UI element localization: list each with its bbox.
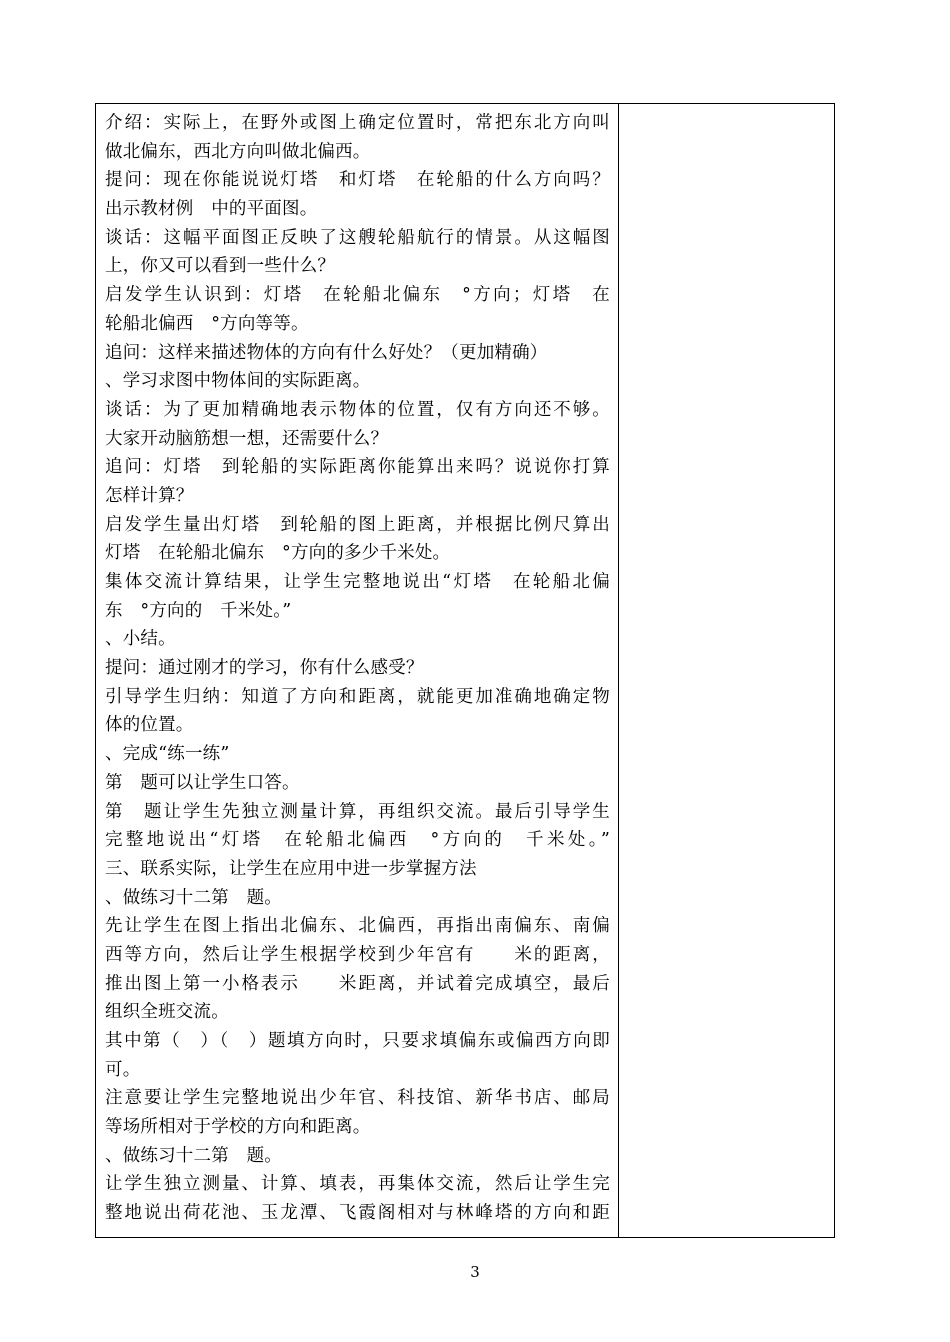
lesson-line: 谈话：为了更加精确地表示物体的位置，仅有方向还不够。 bbox=[105, 399, 610, 420]
lesson-line: 提问：通过刚才的学习，你有什么感受？ bbox=[105, 658, 424, 679]
lesson-line: 先让学生在图上指出北偏东、北偏西，再指出南偏东、南偏 bbox=[105, 916, 610, 937]
lesson-line: 西等方向，然后让学生根据学校到少年宫有 米的距离， bbox=[105, 944, 610, 965]
lesson-line: 上，你又可以看到一些什么？ bbox=[105, 256, 336, 277]
lesson-line: 可。 bbox=[105, 1059, 141, 1080]
lesson-line: 灯塔 在轮船北偏东 °方向的多少千米处。 bbox=[105, 543, 451, 564]
lesson-line: 谈话：这幅平面图正反映了这艘轮船航行的情景。从这幅图 bbox=[105, 227, 610, 248]
lesson-line: 注意要让学生完整地说出少年官、科技馆、新华书店、邮局 bbox=[105, 1088, 610, 1109]
notes-cell bbox=[619, 104, 834, 1237]
lesson-line: 、做练习十二第 题。 bbox=[105, 1145, 282, 1166]
lesson-line: 第 题可以让学生口答。 bbox=[105, 772, 300, 793]
lesson-line: 追问：灯塔 到轮船的实际距离你能算出来吗？说说你打算 bbox=[105, 457, 610, 478]
lesson-line: 集体交流计算结果，让学生完整地说出“灯塔 在轮船北偏 bbox=[105, 572, 610, 592]
lesson-line: 大家开动脑筋想一想，还需要什么？ bbox=[105, 428, 389, 449]
lesson-table bbox=[95, 103, 835, 1238]
lesson-line: 追问：这样来描述物体的方向有什么好处？（更加精确） bbox=[105, 342, 548, 363]
lesson-line: 提问：现在你能说说灯塔 和灯塔 在轮船的什么方向吗？ bbox=[105, 170, 610, 191]
lesson-line: 轮船北偏西 °方向等等。 bbox=[105, 313, 309, 334]
lesson-line: 启发学生量出灯塔 到轮船的图上距离，并根据比例尺算出 bbox=[105, 514, 610, 535]
page-number: 3 bbox=[470, 1263, 480, 1281]
lesson-line: 、做练习十二第 题。 bbox=[105, 887, 282, 908]
lesson-line: 体的位置。 bbox=[105, 715, 194, 736]
lesson-line: 三、联系实际，让学生在应用中进一步掌握方法 bbox=[105, 858, 477, 879]
lesson-line: 怎样计算？ bbox=[105, 485, 194, 506]
lesson-line: 完整地说出“灯塔 在轮船北偏西 °方向的 千米处。” bbox=[105, 830, 610, 851]
lesson-content-cell bbox=[96, 104, 619, 1237]
lesson-line: 其中第（ ）（ ）题填方向时，只要求填偏东或偏西方向即 bbox=[105, 1031, 610, 1051]
lesson-line: 、学习求图中物体间的实际距离。 bbox=[105, 371, 371, 392]
lesson-line: 做北偏东，西北方向叫做北偏西。 bbox=[105, 141, 371, 162]
lesson-line: 介绍：实际上，在野外或图上确定位置时，常把东北方向叫 bbox=[105, 113, 610, 133]
lesson-line: 第 题让学生先独立测量计算，再组织交流。最后引导学生 bbox=[105, 801, 610, 822]
lesson-line: 推出图上第一小格表示 米距离，并试着完成填空，最后 bbox=[105, 973, 610, 994]
lesson-line: 引导学生归纳：知道了方向和距离，就能更加准确地确定物 bbox=[105, 686, 610, 707]
lesson-line: 让学生独立测量、计算、填表，再集体交流，然后让学生完 bbox=[105, 1174, 610, 1195]
lesson-line: 东 °方向的 千米处。” bbox=[105, 600, 292, 621]
lesson-line: 、小结。 bbox=[105, 629, 176, 650]
lesson-line: 等场所相对于学校的方向和距离。 bbox=[105, 1117, 371, 1138]
lesson-line: 整地说出荷花池、玉龙潭、飞霞阁相对与林峰塔的方向和距 bbox=[105, 1203, 610, 1224]
lesson-line: 组织全班交流。 bbox=[105, 1002, 229, 1023]
lesson-line: 、完成“练一练” bbox=[105, 744, 230, 765]
lesson-line: 出示教材例 中的平面图。 bbox=[105, 199, 318, 220]
lesson-line: 启发学生认识到：灯塔 在轮船北偏东 °方向；灯塔 在 bbox=[105, 285, 610, 306]
